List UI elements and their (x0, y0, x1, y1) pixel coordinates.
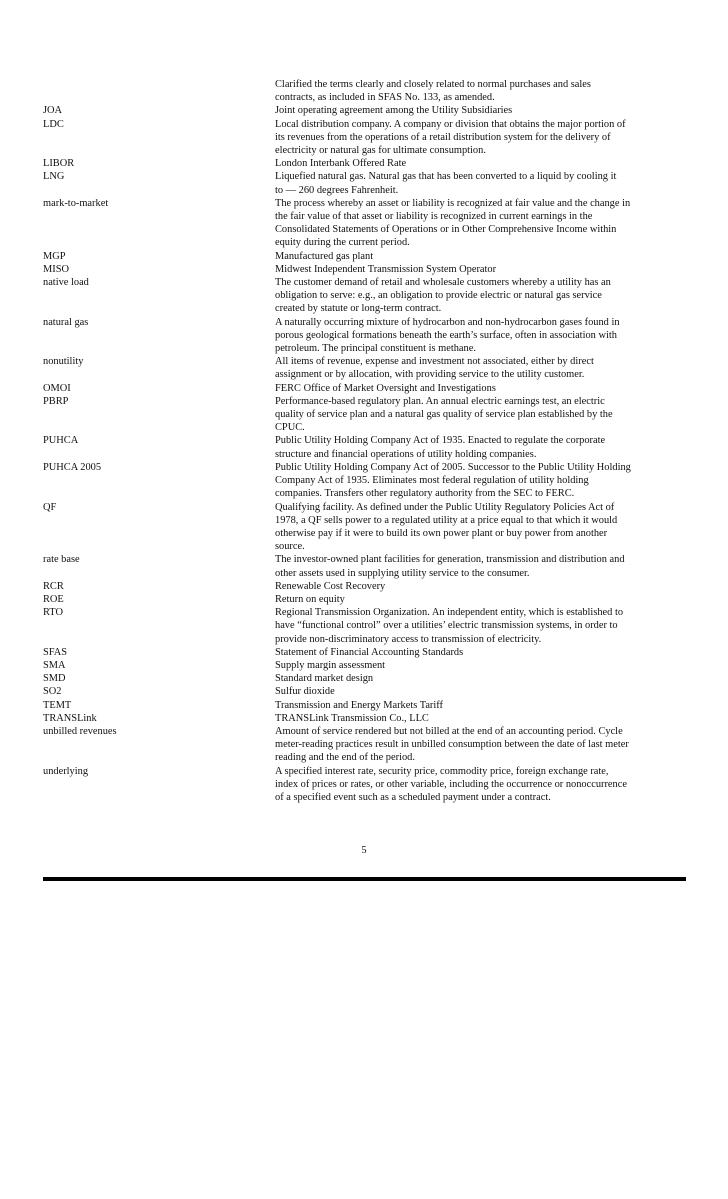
definition-line: Regional Transmission Organization. An independent entity, which is established to (275, 607, 624, 619)
glossary-definition (275, 382, 686, 395)
glossary-definition (275, 276, 686, 316)
glossary-entry (43, 699, 686, 712)
glossary-entry (43, 553, 686, 579)
glossary-term: PUHCA 2005 (43, 461, 102, 473)
glossary-entry (43, 157, 686, 170)
definition-line: the fair value of that asset or liability is recognized in current earnings in the (275, 211, 593, 223)
glossary-definition (275, 250, 686, 263)
definition-line: Renewable Cost Recovery (275, 580, 386, 592)
glossary-entry (43, 395, 686, 435)
glossary-definition (275, 580, 686, 593)
glossary-term: LIBOR (43, 158, 75, 170)
definition-line: of a specified event such as a scheduled payment under a contract. (275, 791, 551, 803)
definition-line: Joint operating agreement among the Utility Subsidiaries (275, 105, 513, 117)
definition-line: Performance-based regulatory plan. An annual electric earnings test, an electric (275, 395, 605, 407)
definition-line: Standard market design (275, 673, 374, 685)
definition-line: its revenues from the operations of a retail distribution system for the delivery of (275, 131, 611, 143)
glossary-definition (275, 104, 686, 117)
glossary-definition (275, 157, 686, 170)
definition-line: The investor-owned plant facilities for generation, transmission and distribution and (275, 554, 625, 566)
glossary-definition (275, 118, 686, 158)
glossary-definition (275, 606, 686, 646)
glossary-entry (43, 316, 686, 356)
glossary-term: QF (43, 501, 57, 513)
glossary-term: LNG (43, 171, 65, 183)
definition-line: Manufactured gas plant (275, 250, 374, 262)
glossary-entry (43, 765, 686, 805)
glossary-entry (43, 263, 686, 276)
glossary-term: MISO (43, 263, 69, 275)
definition-line: other assets used in supplying utility service to the consumer. (275, 567, 530, 579)
definition-line: companies. Transfers other regulatory authority from the SEC to FERC. (275, 488, 575, 500)
glossary-term: RTO (43, 607, 63, 619)
glossary-definition (275, 461, 686, 501)
definition-line: Statement of Financial Accounting Standards (275, 646, 464, 658)
glossary-entry (43, 276, 686, 316)
glossary-definition (275, 646, 686, 659)
glossary-term: native load (43, 277, 89, 289)
glossary-term: TRANSLink (43, 712, 97, 724)
glossary-term: natural gas (43, 316, 89, 328)
glossary-definition (275, 712, 686, 725)
glossary-entry (43, 606, 686, 646)
definition-line: The process whereby an asset or liability is recognized at fair value and the change in (275, 197, 631, 209)
glossary-term: SMD (43, 673, 66, 685)
definition-line: Liquefied natural gas. Natural gas that has been converted to a liquid by cooling it (275, 171, 617, 183)
glossary-entry (43, 593, 686, 606)
glossary-entry (43, 118, 686, 158)
definition-line: structure and financial operations of utility holding companies. (275, 448, 537, 460)
glossary-entry (43, 250, 686, 263)
definition-line: A naturally occurring mixture of hydrocarbon and non-hydrocarbon gases found in (275, 316, 620, 328)
glossary-definition (275, 699, 686, 712)
glossary-entry (43, 104, 686, 117)
definition-line: reading and the end of the period. (275, 752, 415, 764)
definition-line: Qualifying facility. As defined under the Public Utility Regulatory Policies Act of (275, 501, 615, 513)
definition-line: obligation to serve: e.g., an obligation to provide electric or natural gas service (275, 290, 602, 302)
glossary-definition (275, 553, 686, 579)
glossary-definition (275, 263, 686, 276)
definition-line: Sulfur dioxide (275, 686, 335, 698)
definition-line: to — 260 degrees Fahrenheit. (275, 184, 399, 196)
definition-line: petroleum. The principal constituent is methane. (275, 343, 476, 355)
glossary-term: PUHCA (43, 435, 79, 447)
definition-line: FERC Office of Market Oversight and Investigations (275, 382, 496, 394)
page-number: 5 (361, 845, 367, 856)
definition-line: Consolidated Statements of Operations or in Other Comprehensive Income within (275, 224, 617, 236)
glossary-table (43, 78, 686, 804)
glossary-term: OMOI (43, 382, 71, 394)
definition-line: equity during the current period. (275, 237, 410, 249)
glossary-entry (43, 646, 686, 659)
glossary-definition (275, 672, 686, 685)
definition-line: have “functional control” over a utilities’ electric transmission systems, in order to (275, 620, 618, 632)
glossary-definition (275, 197, 686, 250)
definition-line: CPUC. (275, 422, 305, 434)
glossary-term: SFAS (43, 646, 68, 658)
glossary-definition (275, 501, 686, 554)
glossary-entry (43, 382, 686, 395)
glossary-entry (43, 672, 686, 685)
definition-line: Public Utility Holding Company Act of 1935. Enacted to regulate the corporate (275, 435, 606, 447)
glossary-term: RCR (43, 580, 64, 592)
glossary-definition (275, 725, 686, 765)
glossary-entry (43, 434, 686, 460)
definition-line: All items of revenue, expense and investment not associated, either by direct (275, 356, 594, 368)
definition-line: Supply margin assessment (275, 659, 386, 671)
glossary-term: ROE (43, 593, 64, 605)
definition-line: otherwise pay if it were to build its own power plant or buy power from another (275, 527, 608, 539)
definition-line: Return on equity (275, 593, 345, 605)
glossary-entry (43, 580, 686, 593)
definition-line: source. (275, 541, 305, 553)
glossary-entry (43, 725, 686, 765)
glossary-definition (275, 434, 686, 460)
glossary-definition (275, 659, 686, 672)
definition-line: meter-reading practices result in unbilled consumption between the date of last meter (275, 739, 629, 751)
glossary-definition (275, 395, 686, 435)
definition-line: assignment or by allocation, with providing service to the utility customer. (275, 369, 585, 381)
glossary-term: underlying (43, 765, 89, 777)
definition-line: quality of service plan and a natural gas quality of service plan established by the (275, 409, 613, 421)
glossary-entry (43, 355, 686, 381)
glossary-definition (275, 316, 686, 356)
glossary-entry (43, 659, 686, 672)
glossary-entry (43, 685, 686, 698)
glossary-definition (275, 685, 686, 698)
glossary-term: rate base (43, 554, 80, 566)
glossary-term: LDC (43, 118, 64, 130)
definition-line: created by statute or long-term contract. (275, 303, 442, 315)
definition-line: Midwest Independent Transmission System Operator (275, 263, 497, 275)
glossary-term: TEMT (43, 699, 72, 711)
glossary-entry (43, 501, 686, 554)
glossary-definition (275, 78, 686, 104)
definition-line: 1978, a QF sells power to a regulated utility at a price equal to that which it would (275, 514, 618, 526)
glossary-term: SMA (43, 659, 66, 671)
definition-line: Clarified the terms clearly and closely related to normal purchases and sales (275, 79, 591, 90)
definition-line: A specified interest rate, security price, commodity price, foreign exchange rate, (275, 765, 609, 777)
definition-line: Amount of service rendered but not billed at the end of an accounting period. Cycle (275, 725, 623, 737)
definition-line: London Interbank Offered Rate (275, 158, 407, 170)
definition-line: index of prices or rates, or other variable, including the occurrence or nonoccurrence (275, 778, 627, 790)
glossary-term: JOA (43, 105, 63, 117)
glossary-term: MGP (43, 250, 66, 262)
definition-line: electricity or natural gas for ultimate consumption. (275, 145, 486, 157)
glossary-term: unbilled revenues (43, 725, 117, 737)
glossary-entry (43, 78, 686, 104)
glossary-entry (43, 461, 686, 501)
definition-line: contracts, as included in SFAS No. 133, as amended. (275, 92, 495, 104)
glossary-definition (275, 355, 686, 381)
page-bottom-rule (43, 877, 686, 881)
definition-line: Public Utility Holding Company Act of 2005. Successor to the Public Utility Holding (275, 461, 631, 473)
glossary-term: nonutility (43, 356, 84, 368)
definition-line: Local distribution company. A company or division that obtains the major portion of (275, 118, 626, 130)
definition-line: Company Act of 1935. Eliminates most federal regulation of utility holding (275, 475, 589, 487)
definition-line: TRANSLink Transmission Co., LLC (275, 712, 429, 724)
glossary-definition (275, 170, 686, 196)
glossary-entry (43, 170, 686, 196)
glossary-definition (275, 593, 686, 606)
glossary-entry (43, 712, 686, 725)
glossary-term: mark-to-market (43, 197, 109, 209)
glossary-definition (275, 765, 686, 805)
glossary-entry (43, 197, 686, 250)
definition-line: provide non-discriminatory access to transmission of electricity. (275, 633, 542, 645)
definition-line: porous geological formations beneath the earth’s surface, often in association with (275, 329, 617, 341)
glossary-term: PBRP (43, 395, 69, 407)
glossary-term: SO2 (43, 686, 62, 698)
definition-line: Transmission and Energy Markets Tariff (275, 699, 444, 711)
definition-line: The customer demand of retail and wholesale customers whereby a utility has an (275, 277, 611, 289)
